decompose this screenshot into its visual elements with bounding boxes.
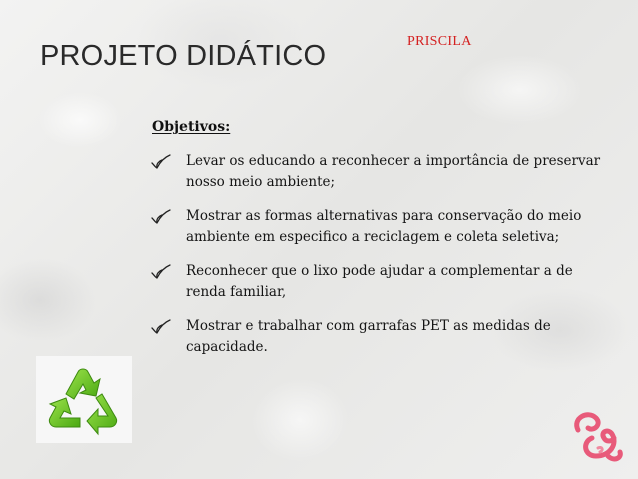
bullet-text: Mostrar as formas alternativas para conservação do meio ambiente em especifico a reciclagem e coleta seletiva; [186,208,582,245]
list-item [150,316,602,357]
list-item [150,261,602,302]
bullet-text: Levar os educando a reconhecer a importância de preservar nosso meio ambiente; [186,153,601,190]
objectives-heading: Objetivos: [152,119,231,135]
pink-swirl-icon [568,408,626,466]
bullet-text: Mostrar e trabalhar com garrafas PET as medidas de capacidade. [186,318,551,355]
checkmark-script-icon [150,209,172,225]
recycle-icon [36,356,132,443]
list-item [150,206,602,247]
bullet-text: Reconhecer que o lixo pode ajudar a complementar a de renda familiar, [186,263,573,300]
list-item [150,151,602,192]
checkmark-script-icon [150,154,172,170]
page-title: PROJETO DIDÁTICO [40,40,327,72]
objectives-list [150,151,602,371]
checkmark-script-icon [150,264,172,280]
checkmark-script-icon [150,319,172,335]
author-name: PRISCILA [407,34,472,49]
